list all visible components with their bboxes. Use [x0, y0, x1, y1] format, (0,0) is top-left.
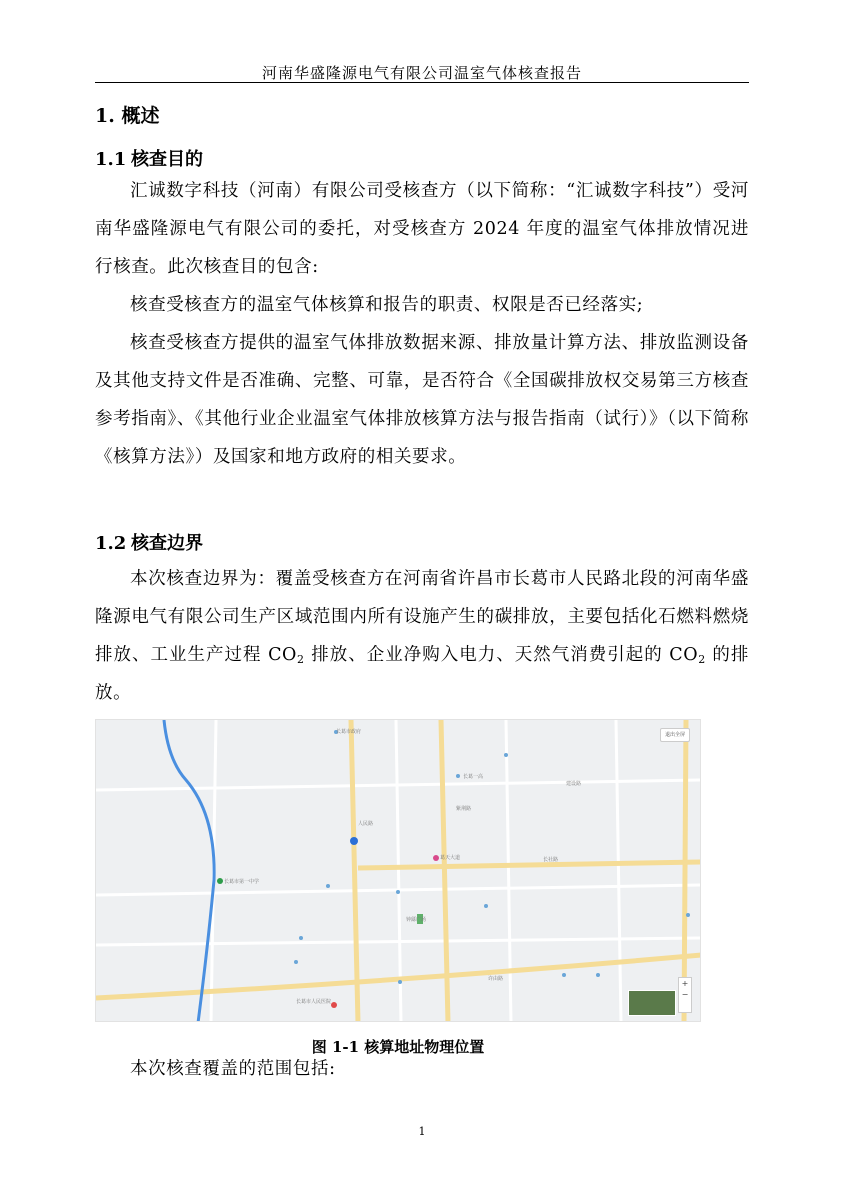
section-title: 核查边界 — [131, 533, 203, 554]
section-1-2-body — [95, 560, 749, 712]
paragraph-text: 本次核查边界为：覆盖受核查方在河南省许昌市长葛市人民路北段的河南华盛隆源电气有限公司生产区域范围内所有设施产生的碳排放，主要包括化石燃料燃烧排放、工业生产过程 CO — [95, 569, 749, 665]
page-header: 河南华盛隆源电气有限公司温室气体核查报告 — [261, 64, 582, 82]
subscript: 2 — [698, 653, 706, 666]
after-figure-body — [95, 1050, 749, 1088]
map-label: 长葛市政府 — [336, 729, 362, 735]
map-graphic — [96, 720, 701, 1022]
paragraph — [95, 560, 749, 712]
paragraph: 本次核查覆盖的范围包括: — [130, 1059, 336, 1079]
map-label: 长葛市第一中学 — [224, 879, 260, 885]
map-label: 建设路 — [566, 781, 582, 787]
map-label: 人民路 — [358, 821, 374, 827]
map-label: 长社路 — [543, 857, 559, 863]
header-divider — [95, 82, 749, 83]
paragraph: 汇诚数字科技（河南）有限公司受核查方（以下简称：“汇诚数字科技”）受河南华盛隆源电气有限公司的委托，对受核查方 2024 年度的温室气体排放情况进行核查。此次核查目的包含: — [95, 181, 749, 277]
satellite-thumbnail[interactable] — [628, 990, 676, 1016]
paragraph-text: 的排放。 — [95, 645, 749, 703]
map-label: 长葛一高 — [463, 774, 484, 780]
section-heading-1: 1. 概述 — [95, 105, 160, 127]
location-map[interactable] — [95, 719, 701, 1022]
zoom-in-icon[interactable]: + — [681, 979, 689, 988]
paragraph: 核查受核查方提供的温室气体排放数据来源、排放量计算方法、排放监测设备及其他支持文件是否准确、完整、可靠，是否符合《全国碳排放权交易第三方核查参考指南》、《其他行业企业温室气体排放核算方法与报告指南（试行）》（以下简称《核算方法》）及国家和地方政府的相关要求。 — [95, 333, 749, 467]
zoom-out-icon[interactable]: − — [681, 990, 689, 999]
section-heading-1-2 — [95, 529, 203, 555]
section-number: 1.2 — [95, 533, 127, 554]
exit-fullscreen-button[interactable]: 退出全屏 — [660, 728, 690, 742]
map-label: 许由路 — [488, 976, 504, 982]
subscript: 2 — [297, 653, 305, 666]
page-number: 1 — [418, 1125, 426, 1138]
section-title: 核查目的 — [131, 149, 203, 170]
paragraph: 核查受核查方的温室气体核算和报告的职责、权限是否已经落实; — [130, 295, 644, 315]
map-label: 葛天大道 — [440, 855, 461, 861]
map-label: 钟繇广场 — [406, 917, 427, 923]
map-label: 长葛市人民医院 — [296, 999, 332, 1005]
zoom-control[interactable] — [678, 977, 692, 1013]
section-heading-1-1 — [95, 145, 203, 171]
figure-caption: 图 1-1 核算地址物理位置 — [311, 1038, 485, 1056]
map-label: 紫荆路 — [456, 806, 472, 812]
paragraph-text: 排放、企业净购入电力、天然气消费引起的 CO — [304, 645, 699, 665]
section-number: 1.1 — [95, 149, 127, 170]
section-1-1-body — [95, 172, 749, 476]
